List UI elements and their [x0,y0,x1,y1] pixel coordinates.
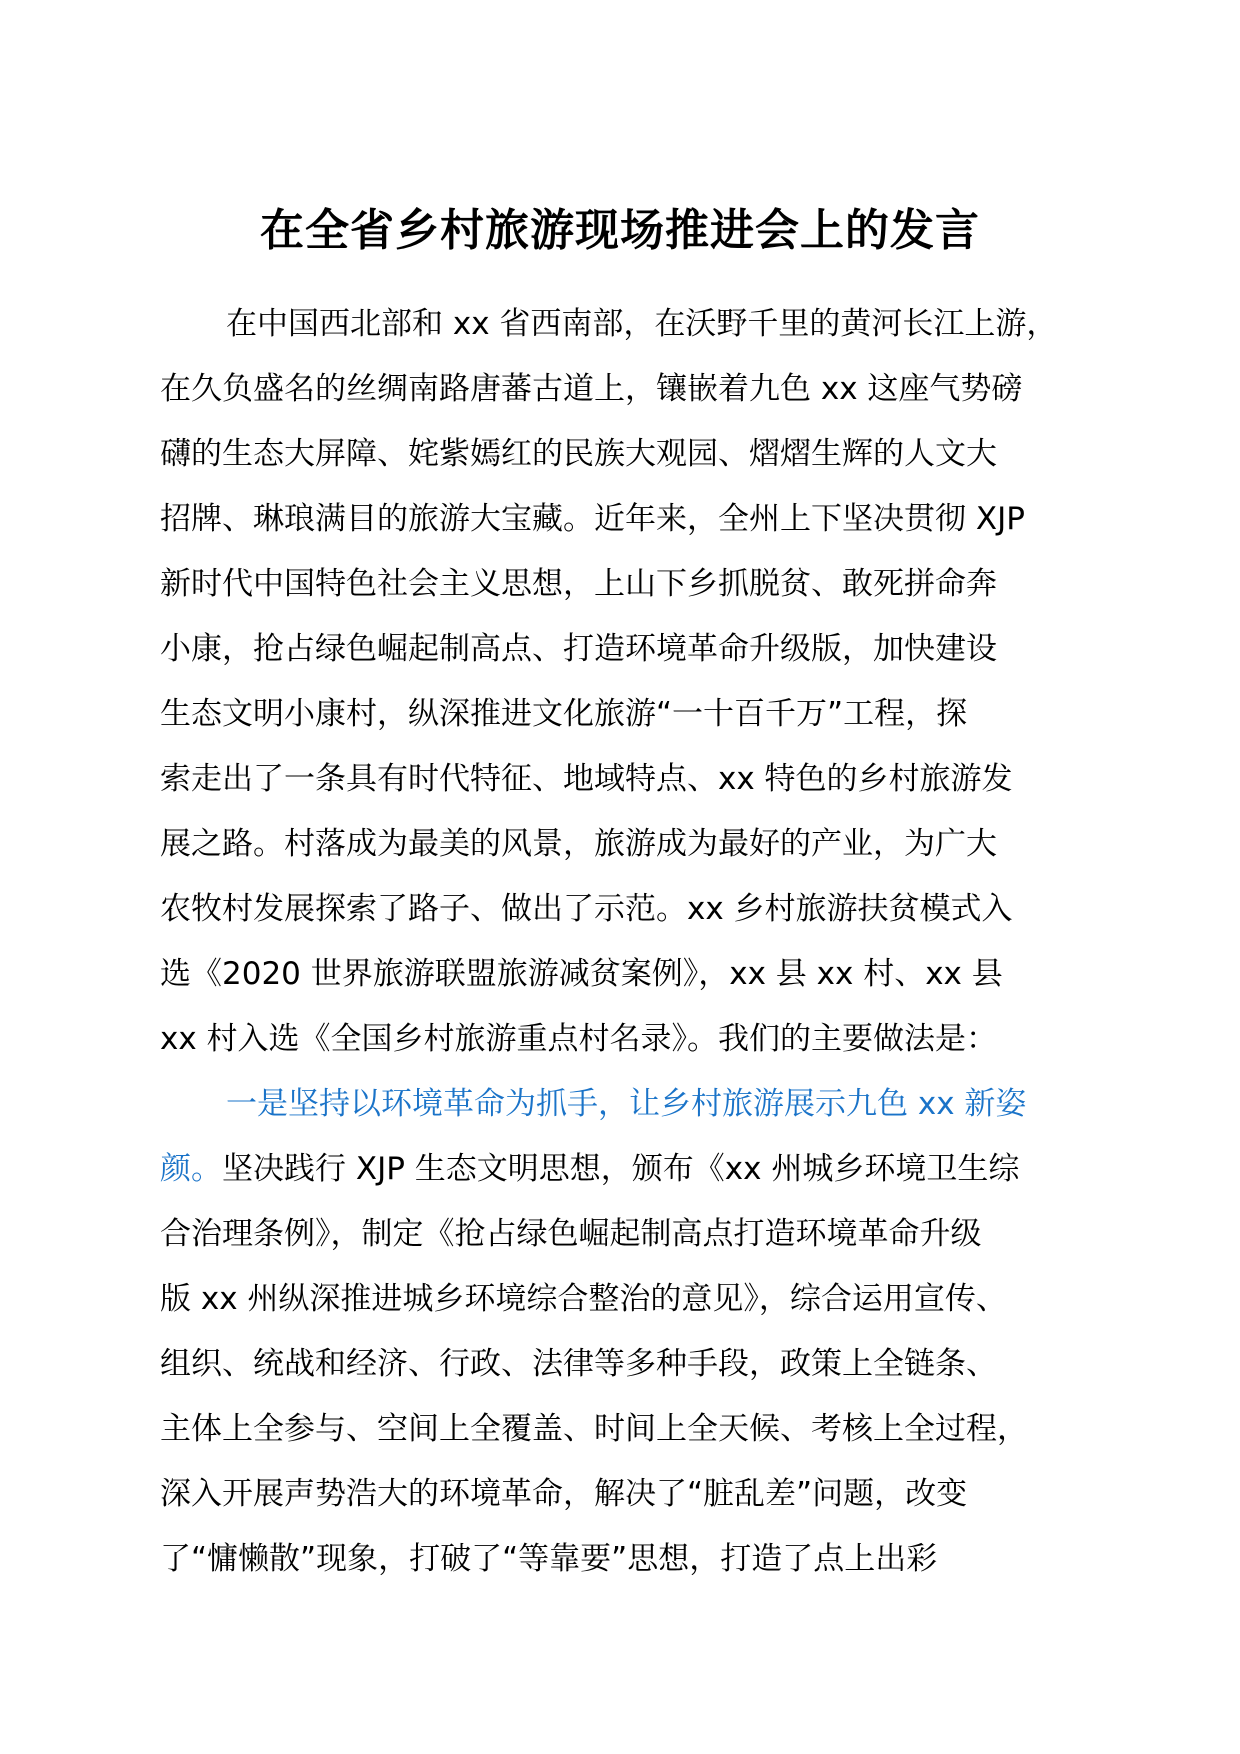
section-heading-tail: 颜。 [160,1151,222,1187]
paragraph-line: 组织、统战和经济、行政、法律等多种手段，政策上全链条、 [160,1346,997,1382]
paragraph-line-rest: 坚决践行 XJP 生态文明思想，颁布《xx 州城乡环境卫生综 [222,1151,1020,1187]
paragraph-line: 礴的生态大屏障、姹紫嫣红的民族大观园、熠熠生辉的人文大 [160,436,997,472]
paragraph-line: 招牌、琳琅满目的旅游大宝藏。近年来，全州上下坚决贯彻 XJP [160,501,1025,537]
paragraph-line: 了“慵懒散”现象，打破了“等靠要”思想，打造了点上出彩 [160,1541,938,1577]
paragraph-line: 在中国西北部和 xx 省西南部，在沃野千里的黄河长江上游， [226,306,1058,342]
paragraph-line: 新时代中国特色社会主义思想，上山下乡抓脱贫、敢死拼命奔 [160,566,997,602]
document-body [160,292,1120,1592]
paragraph-line [160,1137,1120,1202]
paragraph-line: 索走出了一条具有时代特征、地域特点、xx 特色的乡村旅游发 [160,761,1013,797]
paragraph-line: 版 xx 州纵深推进城乡环境综合整治的意见》，综合运用宣传、 [160,1281,1007,1317]
paragraph-line: 小康，抢占绿色崛起制高点、打造环境革命升级版，加快建设 [160,631,997,667]
section-heading-line: 一是坚持以环境革命为抓手，让乡村旅游展示九色 xx 新姿 [226,1086,1027,1122]
paragraph-line: 展之路。村落成为最美的风景，旅游成为最好的产业，为广大 [160,826,997,862]
paragraph-line: 生态文明小康村，纵深推进文化旅游“一十百千万”工程，探 [160,696,968,732]
paragraph-line: 合治理条例》，制定《抢占绿色崛起制高点打造环境革命升级 [160,1216,982,1252]
paragraph-line: 在久负盛名的丝绸南路唐蕃古道上，镶嵌着九色 xx 这座气势磅 [160,371,1023,407]
paragraph-line: 主体上全参与、空间上全覆盖、时间上全天候、考核上全过程， [160,1411,1028,1447]
document-title: 在全省乡村旅游现场推进会上的发言 [260,205,980,256]
paragraph-line: 农牧村发展探索了路子、做出了示范。xx 乡村旅游扶贫模式入 [160,891,1013,927]
paragraph-line: 深入开展声势浩大的环境革命，解决了“脏乱差”问题，改变 [160,1476,968,1512]
paragraph-line: xx 村入选《全国乡村旅游重点村名录》。我们的主要做法是： [160,1021,998,1057]
paragraph-line: 选《2020 世界旅游联盟旅游减贫案例》，xx 县 xx 村、xx 县 [160,956,1003,992]
